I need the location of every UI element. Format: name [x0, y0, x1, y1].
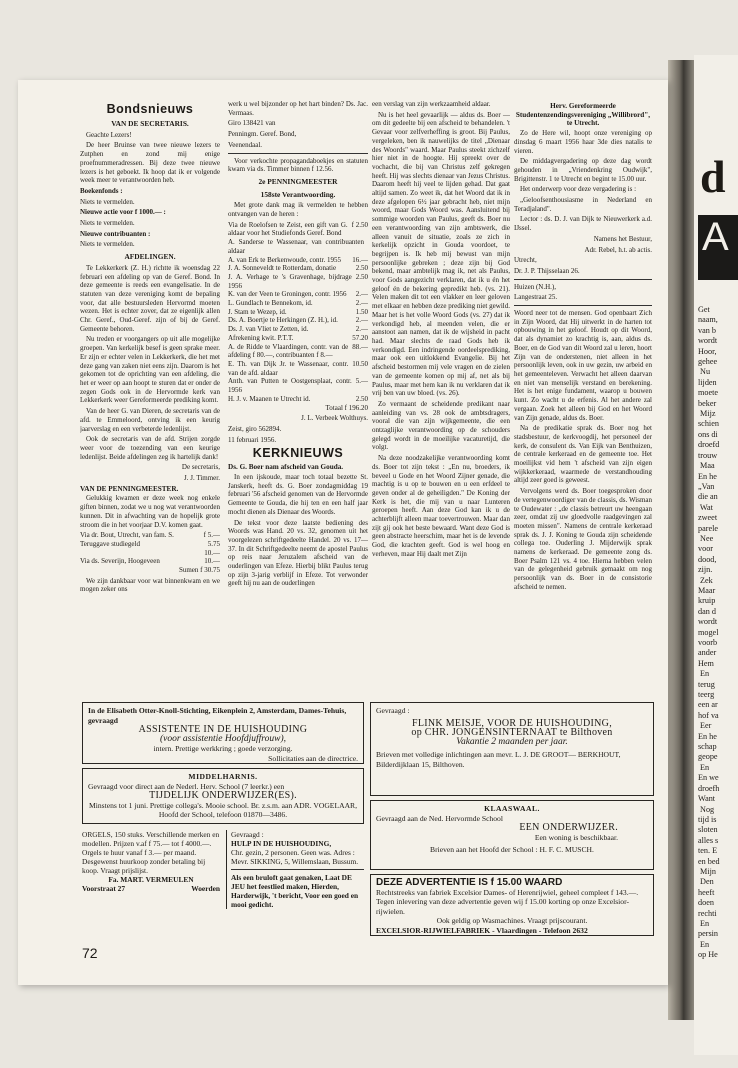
article-heading: Herv. Gereformeerde Studentenzendingsvereniging „Willibrord", te Utrecht.: [515, 102, 651, 128]
section-title-bondsnieuws: Bondsnieuws: [106, 102, 194, 116]
ad-title: KLAASWAAL.: [484, 804, 540, 813]
ad-text: Gevraagd aan de Ned. Hervormde School: [376, 813, 503, 823]
signature-name: J. J. Timmer.: [184, 474, 220, 483]
next-page-edge: [694, 55, 738, 1055]
label-contribuanten: Nieuwe contribuanten :: [80, 229, 151, 238]
paragraph: Zo vermaant de scheidende predikant naar aanleiding van vs. 28 ook de ambtsdragers, vooral die van zijn wijkgemeente, die een ontzaglijke verantwoording op de schouders gelegd wordt in de moeilijke vacaturetijd, die volgt.: [372, 399, 510, 452]
paragraph: Nu treden er voorgangers op uit alle mogelijke groepen. Van kerkelijk besef is geen sprake meer. Er zijn er echter velen in Lekkerkerk, die het met deze gang van zaken niet eens zijn. Daarom is het gekomen tot de oprichting van een afdeling, die het er weer op aan hoopt te sturen dat er onder de zegen Gods ook in de Hervormde kerk van Lekkerkerk weer Gereformeerde prediking komt.: [80, 335, 220, 405]
ad-text: Gevraagd :: [376, 706, 410, 715]
ad-text: Brieven aan het Hoofd der School : H. F. C. MUSCH.: [430, 845, 594, 854]
ledger-row: Via ds. Severijn, Hoogeveen 10.—: [80, 557, 220, 566]
ad-heading: ASSISTENTE IN DE HUISHOUDING: [138, 724, 308, 735]
value-contribuanten: Niets te vermelden.: [80, 240, 135, 249]
paragraph: „Geloofsenthousiasme in Nederland en Teradjaland".: [514, 196, 652, 213]
ad-heading: FLINK MEISJE, VOOR DE HUISHOUDING,: [411, 717, 612, 729]
ad-heading: EEN ONDERWIJZER.: [519, 822, 618, 833]
paragraph: Gelukkig kwamen er deze week nog enkele giften binnen, zodat we u nog wat verantwoorden kunnen. Dit in afwachting van de hopelijk grote stroom die in het voorjaar D.V. komen gaat.: [80, 494, 220, 529]
ledger-row: Via dr. Bout, Utrecht, van fam. S. f 5.—: [80, 531, 220, 540]
ad-hulp-huishouding: [226, 830, 364, 909]
ad-text: Brieven met volledige inlichtingen aan mevr. L. J. DE GROOT— BERKHOUT, Bilderdijklaan 15, Bilthoven.: [376, 750, 621, 769]
signature-name: Adr. Rebel, h.t. ab actis.: [584, 245, 652, 254]
ad-address: Voorstraat 27 Woerden: [82, 884, 220, 893]
paragraph: De heer Bruinse van twee nieuwe lezers te Zutphen en zond mij enige proefnummeradressen. Bij deze twee nieuwe lezers is het geboekt. Ik hoop dat ik er volgende week meer te verantwoorden heb.: [80, 141, 220, 185]
ad-text: In de Elisabeth Otter-Knoll-Stichting, Eikenplein 2, Amsterdam, Dames-Tehuis, gevraagd: [88, 706, 347, 725]
ledger-row: J. Stam te Wezep, id. 1.50: [228, 307, 368, 316]
ledger-row: J. A. Verhage te 's Gravenhage, bijdrage 1956 2.50: [228, 272, 368, 290]
next-page-dark-box: A: [698, 215, 738, 280]
ad-poem: Als een bruloft gaat genaken, Laat DE JEU het feestlied maken, Hierden, Harderwijk, 't bericht, Voor een goed en mooi gedicht.: [231, 873, 359, 909]
section-title-kerknieuws: KERKNIEUWS: [252, 446, 344, 461]
ledger-row: A. de Ridde te Vlaardingen, contr. van de afdeling f 80.—, contribuanten f 8.— 88.—: [228, 342, 368, 360]
ad-heading: HULP IN DE HUISHOUDING,: [231, 839, 332, 848]
divider: [228, 153, 368, 154]
paragraph: Te Lekkerkerk (Z. H.) richtte ik woensdag 22 februari een afdeling op van de Geref. Bond. In deze gemeente is reeds een evangelisatie. In de statuten van deze vereniging komt de bepaling voor, dat alle bestuursleden Hervormd moeten wezen. Het is echter zover, dat ze eigenlijk allen Chr. Geref., Oud-Geref. zijn of bij de Geref. Gemeente behoren.: [80, 263, 220, 333]
ad-text: Ook geldig op Wasmachines. Vraagt prijscourant.: [436, 916, 588, 925]
next-page-text-fragments: Get naam, van b wordt Hoor, gehee Nu lijden moete beker Mijz schien ons di droefd trouw Maa En he „Van die an Wat zweet parele Nee voor dood, zijn. Zek Maar kruip dan d wordt mogel voorb ander Hem En terug teerg een ar hof va Eer En he schap geope En En we droefh Want Nog tijd is sloten alles s ten. E en bed Mijn Den heeft doen rechti En persin En op He: [698, 305, 720, 960]
ledger-row: Afrekening kwit. P.T.T. 57.20: [228, 333, 368, 342]
ledger-row: Ds. J. van Vliet te Zetten, id. 2.—: [228, 325, 368, 334]
address-line: Dr. J. P. Thijsselaan 26.: [514, 266, 580, 275]
ledger-row: A. van Erk te Berkenwoude, contr. 1955 16.—: [228, 255, 368, 264]
heading-penningmeester: VAN DE PENNINGMEESTER.: [80, 484, 179, 493]
ad-company: EXCELSIOR-RIJWIELFABRIEK - Vlaardingen - Telefoon 2632: [376, 925, 588, 935]
paragraph: Zo de Here wil, hoopt onze vereniging op dinsdag 6 maart 1956 haar 3de dies natalis te vieren.: [514, 129, 652, 155]
article-heading: Ds. G. Boer nam afscheid van Gouda.: [228, 463, 344, 472]
paragraph: Voor verkochte propagandaboekjes en statuten kwam via ds. Timmer binnen f 12.56.: [228, 156, 368, 174]
ad-company: Fa. MART. VERMEULEN: [108, 875, 194, 884]
giro-line: Giro 138421 van: [228, 119, 276, 128]
ad-text: Gevraagd :: [231, 830, 264, 839]
ledger-row: H. J. v. Maanen te Utrecht id. 2.50: [228, 394, 368, 403]
ledger-row: 10.—: [204, 548, 220, 557]
paragraph: De tekst voor deze laatste bediening des Woords was Hand. 20 vs. 32, genomen uit het voorgelezen schriftgedeelte Handel. 20 vs. 17—37. In dit Schriftgedeelte neemt de apostel Paulus op reis naar Jeruzalem afscheid van de ouderlingen van Efeze. Hierbij blikt Paulus terug op zijn 3-jarig verblijf in Efeze. Tot verwonder geeft hij nu aan de ouderlingen: [228, 518, 368, 588]
giro-line: Veenendaal.: [228, 140, 263, 149]
ad-title: MIDDELHARNIS.: [188, 772, 258, 781]
ledger-row: Via de Roelofsen te Zeist, een gift van G. aldaar voor het Studiefonds Geref. Bond f 2.50: [228, 220, 368, 238]
ad-middelharnis: [82, 768, 364, 824]
ad-text: intern. Prettige werkkring ; goede verzorging.: [153, 744, 293, 753]
heading-2e-penningmeester: 2e PENNINGMEESTER: [258, 176, 338, 186]
divider: [514, 279, 652, 280]
label-boekenfonds: Boekenfonds :: [80, 186, 123, 195]
heading-afdelingen: AFDELINGEN.: [124, 252, 176, 262]
address-line: Langestraat 25.: [514, 293, 558, 302]
ad-title: DEZE ADVERTENTIE IS f 15.00 WAARD: [376, 877, 563, 888]
heading-verantwoording: 158ste Verantwoording.: [260, 189, 336, 199]
paragraph: Na deze noodzakelijke verantwoording komt ds. Boer tot zijn tekst : „En nu, broeders, ik beveel u Gode en het Woord Zijner genade, die machtig is u op te bouwen en u een erfdeel te geven onder al de geheiligden." De Koning der Kerk is het, die mij van u naar Lunteren geroepen heeft. Aan deze God kan ik u de achterblijft alleen maar toevertrouwen. Maar dan zijt gij ook het beste bewaard. Want deze God is geen abstracte heerschim, maar het is de levende God, die krachten geeft. God is wel hoog en verheven, maar Hij daalt met Zijn: [372, 454, 510, 558]
ledger-row: Teruggave studiegeld 5.75: [80, 539, 220, 548]
paragraph: Woord neer tot de mensen. God openbaart Zich in Zijn Woord, dat Hij uitwerkt in de harten tot opbouwing in het geloof. Houdt op dit Woord, dat als dynamiet zo krachtig is, aan, aldus ds. Boer, en de God van dit Woord zal u leren, hoort Zijn van de onderstenen, niet alleen in het persoonlijk leven, ook in uw gezin, uw arbeid en het gemeenteleven. Verwacht het alleen daarvan en niet van menselijk verstand en berekening. Het is het enige fundament, waarop u bouwen kunt. Zo wacht u de erfenis. Al het andere zal vergaan. Zoek het alleen bij God en het Woord van Zijn genade, aldus ds. Boer.: [514, 309, 652, 422]
paragraph: Vervolgens werd ds. Boer toegesproken door de vertegenwoordiger van de classis, ds. Wisman te Oudewater : „de classis betreurt uw heengaan zeer, omdat zij uw gloedvolle raadgevingen zal moeten missen". Namens de centrale kerkeraad sprak ds. J. J. Koning te Gouda zijn scheidende collega toe. Ouderling J. Mijderwijk sprak namens de kerkeraad. De gemeente zong ds. Boer Psalm 121 vs. 4 toe. Hierna hebben velen van de gelegenheid gebruik gemaakt om nog persoonlijk van ds. Boer in de consistorie afscheid te nemen.: [514, 487, 652, 591]
address-line: Huizen (N.H.),: [514, 282, 556, 291]
paragraph: werk u wel bijzonder op het hart binden? Ds. Jac. Vermaas.: [228, 100, 368, 117]
ledger-row: Anth. van Putten te Oostgensplaat, contr. 1956 5.—: [228, 377, 368, 395]
ad-heading: TIJDELIJK ONDERWIJZER(ES).: [149, 790, 297, 801]
paragraph: Na de predikatie sprak ds. Boer nog het stadsbestuur, de kerkvoogdij, het personeel der kerk, de consulent ds. Van Eijk van Benthuizen, de centrale kerkeraad en de gemeente toe. Het moeilijkst vid hem 't afscheid van zijn eigen wijkkerkeraad, waarmede de verstandhouding altijd zeer goed is geweest.: [514, 424, 652, 485]
address-line: Utrecht,: [514, 256, 537, 265]
paragraph: We zijn dankbaar voor wat binnenkwam en we mogen zeker ons: [80, 576, 220, 594]
ad-excelsior: [370, 874, 654, 936]
heading-secretaris: VAN DE SECRETARIS.: [111, 119, 189, 128]
ad-text: Minstens tot 1 juni. Prettige collega's. Mooie school. Br. z.s.m. aan ADR. VOGELAAR, Hoofd der School, telefoon 01870—3486.: [88, 800, 358, 819]
giro-line: Penningm. Geref. Bond,: [228, 130, 297, 139]
ad-text: Gevraagd voor direct aan de Nederl. Herv. School (7 leerkr.) een: [88, 781, 285, 791]
paragraph: Met grote dank mag ik vermelden te hebben ontvangen van de heren :: [228, 201, 368, 219]
paragraph: Geachte Lezers!: [86, 130, 132, 139]
divider: [514, 305, 652, 306]
ad-klaaswaal: [370, 800, 654, 870]
column-kerknieuws-continued: [372, 100, 510, 700]
ledger-row: L. Gundlach te Bennekom, id. 2.—: [228, 299, 368, 308]
label-nieuwe-actie: Nieuwe actie voor f 1000.— :: [80, 208, 166, 217]
paragraph: Van de heer G. van Dieren, de secretaris van de afd. te Emmeloord, ontving ik een keurig jaarverslag en een verbeterde ledenlijst.: [80, 407, 220, 433]
signature-title: De secretaris,: [181, 463, 220, 472]
ledger-row: E. Th. van Dijk Jr. te Wassenaar, contr. van de afd. aldaar 10.50: [228, 359, 368, 377]
ad-subheading: (voor assistentie Hoofdjuffrouw),: [159, 733, 287, 744]
divider: [231, 869, 364, 870]
signature-title: Namens het Bestuur,: [593, 234, 652, 243]
ledger-row: Ds. A. Boertje te Herkingen (Z. H.), id. 2.—: [228, 316, 368, 325]
ledger-total: Totaal f 196.20: [325, 403, 368, 412]
signature-date: 11 februari 1956.: [228, 435, 277, 444]
ledger-row: K. van der Veen te Groningen, contr. 1956 2.—: [228, 290, 368, 299]
next-page-big-letter: d: [700, 151, 726, 202]
book-binding: [668, 60, 694, 1020]
ad-text: Chr. gezin, 2 personen. Geen was. Adres : Mevr. SIKKING, 5, Willemslaan, Bussum.: [231, 848, 359, 866]
ad-text: Sollicitaties aan de directrice.: [268, 753, 358, 763]
ad-orgels: [82, 830, 220, 893]
ledger-row: A. Sanderse te Wassenaar, van contribuanten aldaar: [228, 238, 364, 255]
column-bondsnieuws: [80, 100, 220, 700]
ad-text: Rechtstreeks van fabriek Excelsior Dames- of Herenrijwiel, geheel compleet f 143.—. Tegen inlevering van deze advertentie geven wij f 15.00 korting op onze Excelsior-rijwielen.: [376, 887, 639, 916]
ad-flink-meisje: [370, 702, 654, 796]
ad-text: Een woning is beschikbaar.: [534, 832, 618, 842]
paragraph: Het onderwerp voor deze vergadering is :: [520, 185, 637, 194]
paragraph: De middagvergadering op deze dag wordt gehouden in „Vriendenkring Oudwijk", Brigittenstr. 1 te Utrecht en begint te 15.00 uur.: [514, 157, 652, 183]
ad-subheading: Vakantie 2 maanden per jaar.: [456, 736, 568, 747]
ledger-row: J. A. Sonneveldt te Rotterdam, donatie 2.50: [228, 264, 368, 273]
paragraph: Lector : ds. D. J. van Dijk te Nieuwerkerk a.d. IJssel.: [514, 215, 652, 233]
paragraph: Nu is het heel gevaarlijk — aldus ds. Boer — om dit gedeelte bij een afscheid te behandelen. 't Gevaar voor zelfverheffing is groot. Bij Paulus, vergeleken, ben ik nauwelijks de titel „Dienaar des Woords" waard. Maar Paulus steekt zichzelf hier niet in de hoogte. Hij spreekt over de vochacht, die bij van Christus zelf gekregen heeft. Hij was slechts dienaar van Jezus Christus. Daarom heeft hij veel te lijden gehad. Dat gaat altijd samen. Zo weet ik, dat het Woord dat ik in deze afgelopen 6½ jaar gebracht heb, niet mijn woord, maar Gods Woord was. Aansluitend bij sommige woorden van Paulus, geeft ds. Boer nu een verantwoording van zijn ambtswerk, die alleen vanuit de situatie, zoals ze zich in kerkelijk opzicht in Gouda voordoet, te begrijpen is. Ik heb mij bewust van mijn persoonlijke gebreken ; deze zijn bij God bekend, maar ambtelijk mag ik, net als Paulus, voor Gods aangezicht verklaren, dat ik u én het geloof én de bekering gepredikt heb. (vs. 21). Velen maken dit tot een vlakker en leer geloven met elkaar en hebben deze prediking niet gewild. Maar het is het volle Woord Gods (vs. 27) dat ik verkondigd heb, al meenden velen, die er aanstoot aan namen, dat ik de wijsheid in pacht had. Maar slechts de raad Gods heb ik verkondigd. Een indringende oordeelsprediking, maar ook een uitlokkend Evangelie. Bij het afscheid bestormen mij vele vragen en de zielen van de gemeente komen op mij af, net als bij Paulus, maar met hem kan ik nu verklaren dat ik vrij ben van uw bloed. (vs. 26).: [372, 110, 510, 398]
page-number: 72: [82, 945, 98, 961]
paragraph: een verslag van zijn werkzaamheid aldaar.: [372, 100, 491, 108]
ad-assistente: [82, 702, 364, 764]
value-nieuwe-actie: Niets te vermelden.: [80, 219, 135, 228]
value-boekenfonds: Niets te vermelden.: [80, 197, 135, 206]
paragraph: In een ijskoude, maar toch totaal bezette St. Janskerk, heeft ds. G. Boer zondagmiddag 19 februari '56 afscheid genomen van de Hervormde Gemeente te Gouda, die hij ten en een half jaar mocht dienen als Dienaar des Woords.: [228, 473, 368, 516]
ad-heading: op CHR. JONGENSINTERNAAT te Bilthoven: [411, 727, 613, 738]
ad-text: ORGELS, 150 stuks. Verschillende merken en modellen. Prijzen v.af f 75.— tot f 4000.—. Orgels te huur vanaf f 3.— per maand. Desgewenst huurkoop zonder betaling bij koop. Vraagt prijslijst.: [82, 830, 220, 875]
paragraph: Ook de secretaris van de afd. Strijen zorgde weer voor de toezending van een keurige ledenlijst. Beide afdelingen zeg ik hartelijk dank!: [80, 435, 220, 461]
column-studentenvereniging: [514, 100, 652, 700]
ledger-sum: Sumen f 30.75: [178, 566, 220, 575]
column-penningmeester: [228, 100, 368, 700]
signature-location: Zeist, giro 562894.: [228, 424, 282, 433]
signature-name: J. L. Verbeek Wolthuys.: [301, 414, 368, 423]
